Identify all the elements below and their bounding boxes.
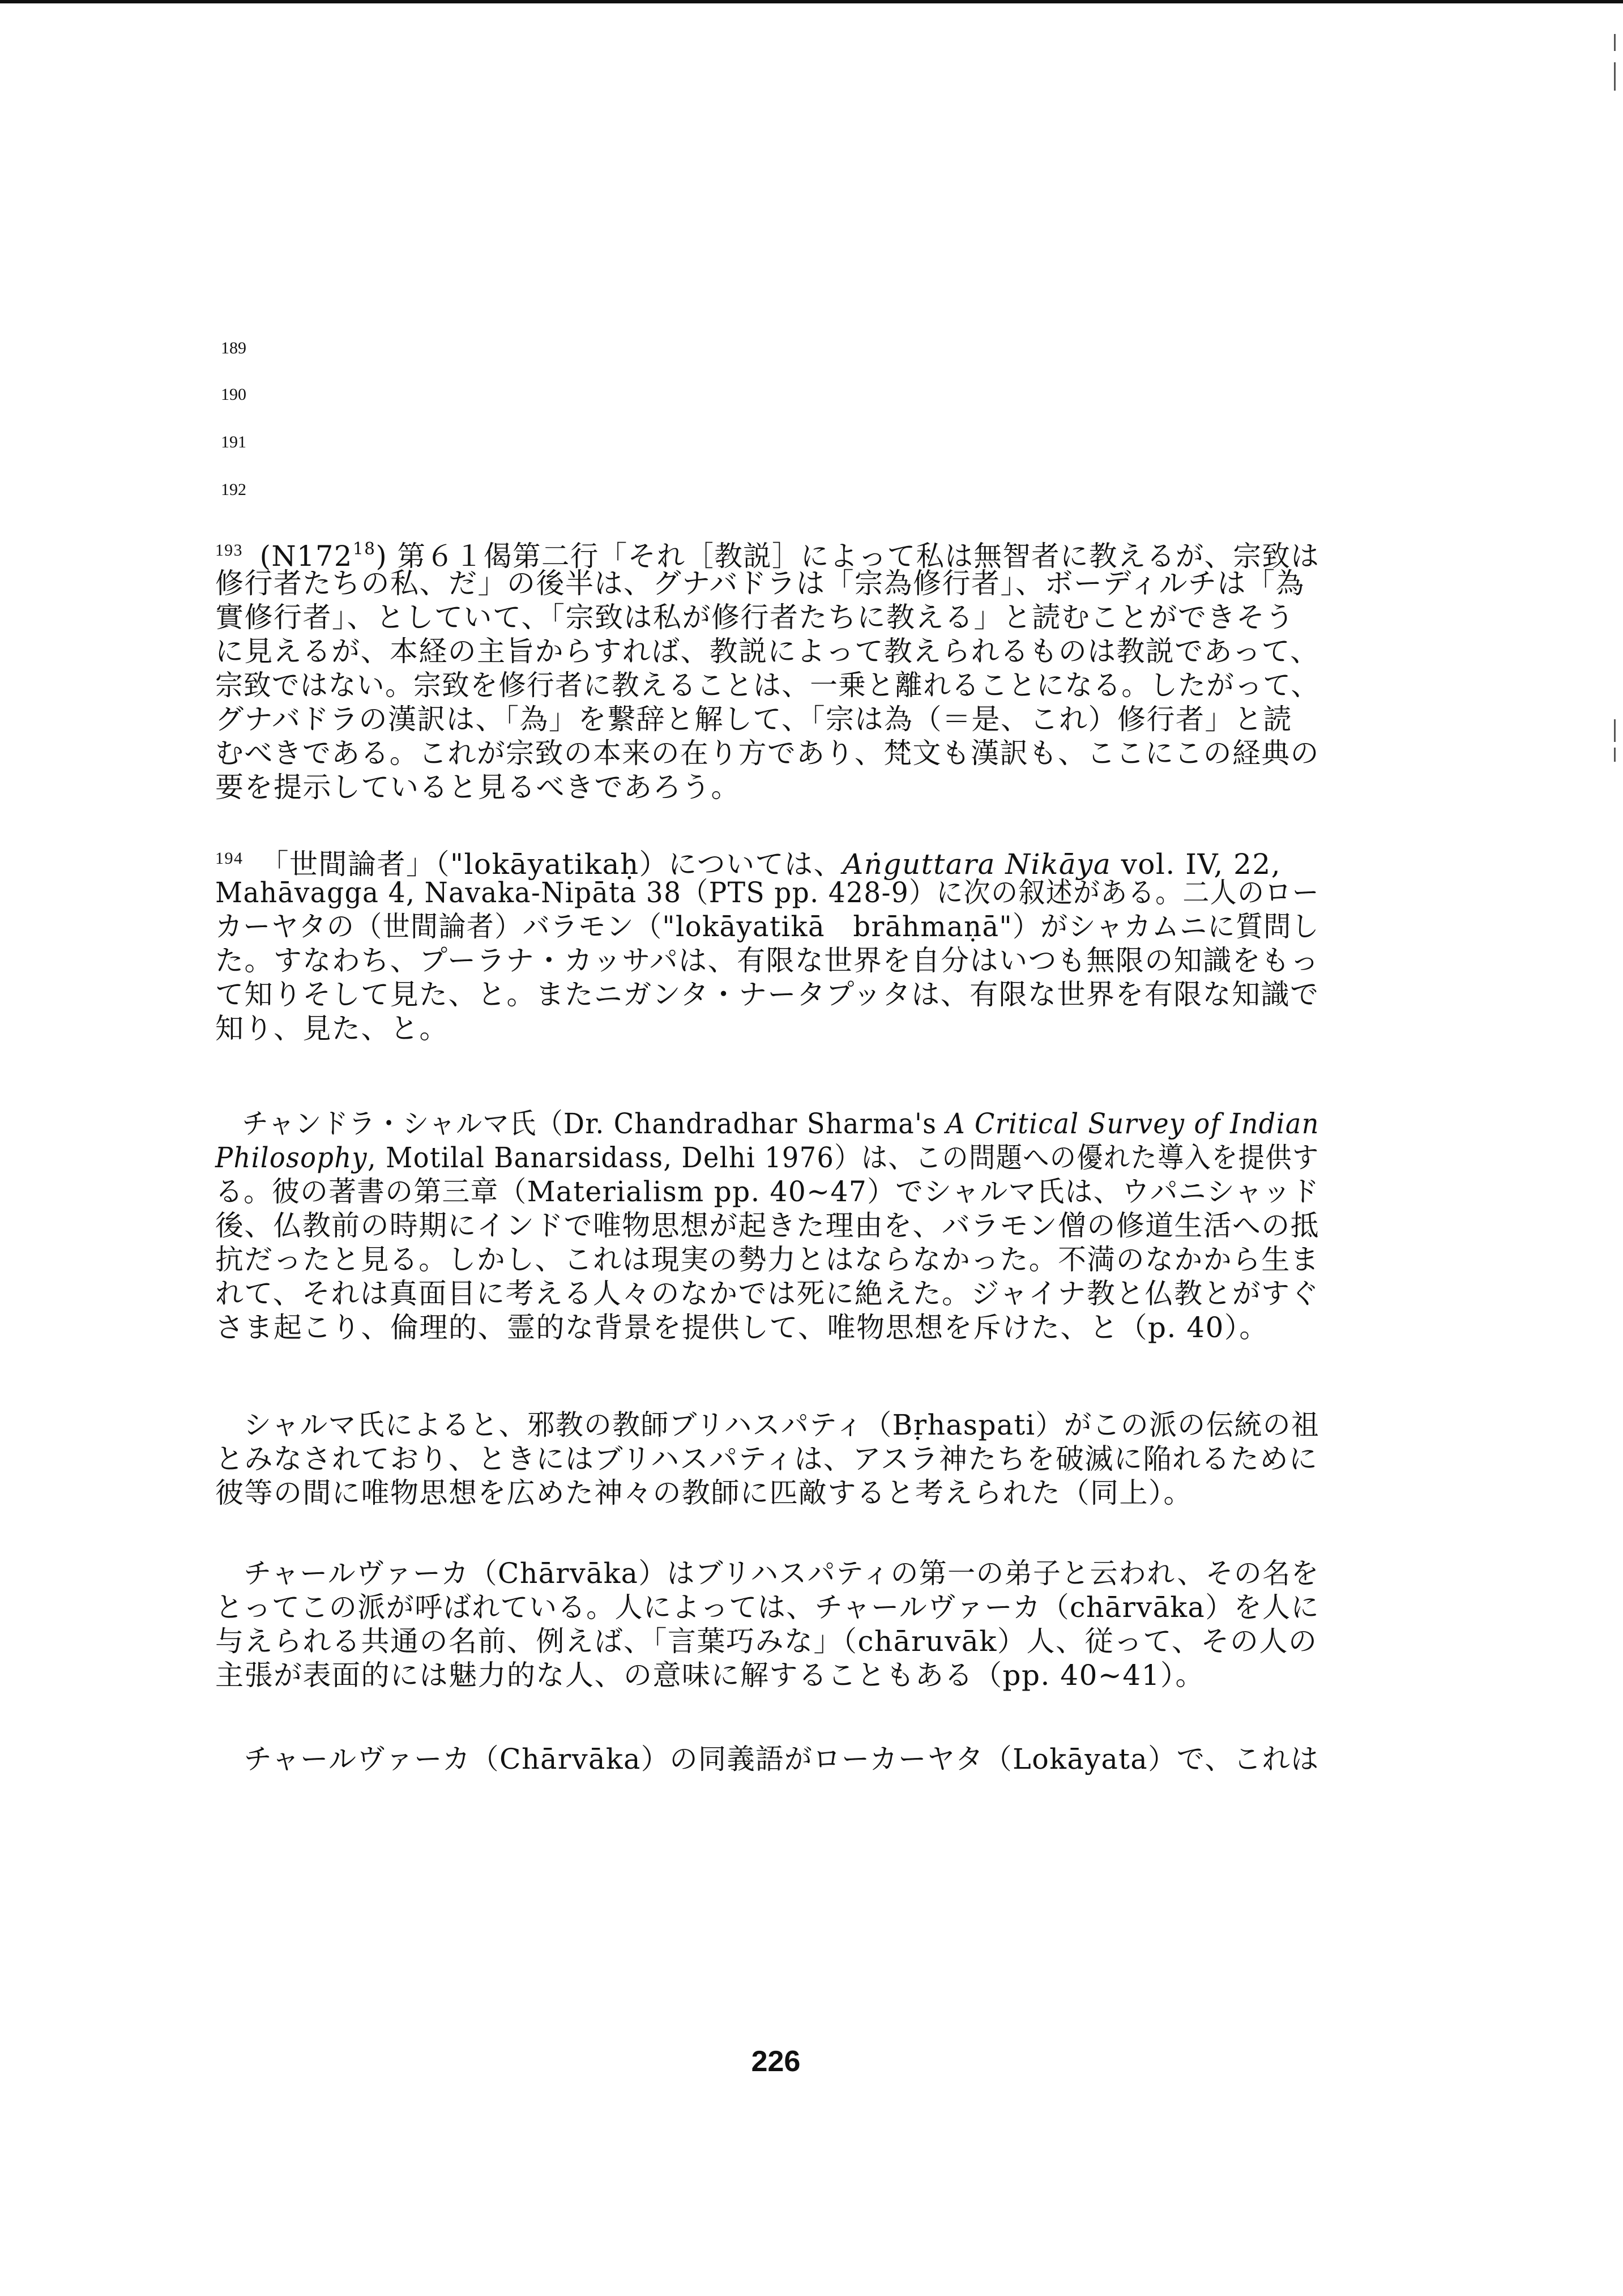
footnote-text: た。すなわち、プーラナ・カッサパは、有限な世界を自分はいつも無限の知識をもっ <box>215 944 1320 977</box>
paragraph-text: 主張が表面的には魅力的な人、の意味に解することもある（pp. 40~41）。 <box>215 1659 1205 1692</box>
paragraph-text: チャールヴァーカ（Chārvāka）はブリハスパティの第一の弟子と云われ、その名を <box>215 1557 1319 1590</box>
paragraph-text: シャルマ氏によると、邪教の教師ブリハスパティ（Bṛhaspati）がこの派の伝統の祖 <box>215 1409 1320 1441</box>
footnote-text: vol. IV, 22, <box>1111 848 1282 881</box>
italic-title: A Critical Survey of Indian <box>946 1107 1319 1140</box>
footnote-text: 實修行者」、としていて、「宗致は私が修行者たちに教える」と読むことができそう <box>215 601 1295 634</box>
paragraph-brhaspati <box>215 1408 1320 1510</box>
paragraph-lokayata <box>215 1742 1319 1776</box>
paragraph-text: 後、仏教前の時期にインドで唯物思想が起きた理由を、バラモン僧の修道生活への抵 <box>215 1209 1319 1242</box>
footnote-text: Mahāvagga 4, Navaka-Nipāta 38（PTS pp. 428-9）に次の叙述がある。二人のロー <box>215 876 1320 909</box>
footnote-text: 修行者たちの私、だ」の後半は、グナバドラは「宗為修行者」、ボーディルチは「為 <box>215 567 1305 600</box>
footnote-194-line-1 <box>215 842 1314 881</box>
paragraph-text: とってこの派が呼ばれている。人によっては、チャールヴァーカ（chārvāka）を人に <box>215 1591 1320 1624</box>
page-number: 226 <box>751 2045 801 2078</box>
paragraph-text: とみなされており、ときにはブリハスパティは、アスラ神たちを破滅に陥れるために <box>215 1443 1318 1475</box>
footnote-193 <box>215 532 1320 804</box>
line-number: 189 <box>221 339 246 357</box>
footnote-193-line-1 <box>215 532 1320 573</box>
footnote-text: 第６１偈第二行「それ［教説］によって私は無智者に教えるが、宗致は <box>387 540 1320 573</box>
paragraph-text: チャールヴァーカ（Chārvāka）の同義語がローカーヤタ（Lokāyata）で、これは <box>215 1743 1319 1776</box>
paragraph-text: 与えられる共通の名前、例えば、「言葉巧みな」（chāruvāk）人、従って、その人の <box>215 1625 1318 1658</box>
footnote-text: 要を提示していると見るべきであろう。 <box>215 771 740 804</box>
footnote-text: 宗致ではない。宗致を修行者に教えることは、一乗と離れることになる。したがって、 <box>215 669 1319 702</box>
italic-title: Philosophy <box>215 1141 368 1174</box>
paragraph-line <box>215 1141 1319 1175</box>
footnote-194 <box>215 842 1320 1045</box>
footnote-ref-close: ) <box>375 540 388 573</box>
paragraph-text: さま起こり、倫理的、霊的な背景を提供して、唯物思想を斥けた、と（p. 40）。 <box>215 1311 1268 1344</box>
scan-edge-marks <box>1609 23 1623 759</box>
footnote-text: むべきである。これが宗致の本来の在り方であり、梵文も漢訳も、ここにこの経典の <box>215 737 1319 770</box>
footnote-text: に見えるが、本経の主旨からすれば、教説によって教えられるものは教説であって、 <box>215 635 1319 668</box>
footnote-text: グナバドラの漢訳は、「為」を繋辞と解して、「宗は為（＝是、これ）修行者」と読 <box>215 703 1292 736</box>
footnote-ref-superscript: 18 <box>352 539 376 559</box>
paragraph-charvaka <box>215 1556 1320 1692</box>
paragraph-text: れて、それは真面目に考える人々のなかでは死に絶えた。ジャイナ教と仏教とがすぐ <box>215 1277 1319 1310</box>
paragraph-text: , Motilal Banarsidass, Delhi 1976）は、この問題への優れた導入を提供す <box>367 1141 1319 1174</box>
paragraph-text: 抗だったと見る。しかし、これは現実の勢力とはならなかった。不満のなかから生ま <box>215 1243 1319 1276</box>
line-number: 190 <box>221 385 246 404</box>
paragraph-text: る。彼の著書の第三章（Materialism pp. 40~47）でシャルマ氏は、ウパニシャッド <box>215 1175 1320 1208</box>
footnote-ref: (N172 <box>259 540 353 573</box>
footnote-text: 「世間論者」（"lokāyatikaḥ）については、 <box>260 848 843 881</box>
paragraph-text: 彼等の間に唯物思想を広めた神々の教師に匹敵すると考えられた（同上）。 <box>215 1476 1193 1509</box>
top-border-rule <box>0 0 1623 3</box>
paragraph-line <box>215 1107 1319 1141</box>
footnote-text: 知り、見た、と。 <box>215 1012 449 1045</box>
footnote-text: て知りそして見た、と。またニガンタ・ナータプッタは、有限な世界を有限な知識で <box>215 978 1319 1011</box>
footnote-text: カーヤタの（世間論者）バラモン（"lokāyatikā brāhmaṇā"）がシャカムニに質問し <box>215 910 1320 943</box>
footnote-number: 193 <box>215 541 243 560</box>
line-number: 191 <box>221 433 246 451</box>
paragraph-sharma <box>215 1107 1320 1345</box>
footnote-number: 194 <box>215 849 244 868</box>
italic-title: Aṅguttara Nikāya <box>843 848 1112 881</box>
line-number: 192 <box>221 480 246 499</box>
paragraph-text: チャンドラ・シャルマ氏（Dr. Chandradhar Sharma's <box>215 1107 946 1140</box>
